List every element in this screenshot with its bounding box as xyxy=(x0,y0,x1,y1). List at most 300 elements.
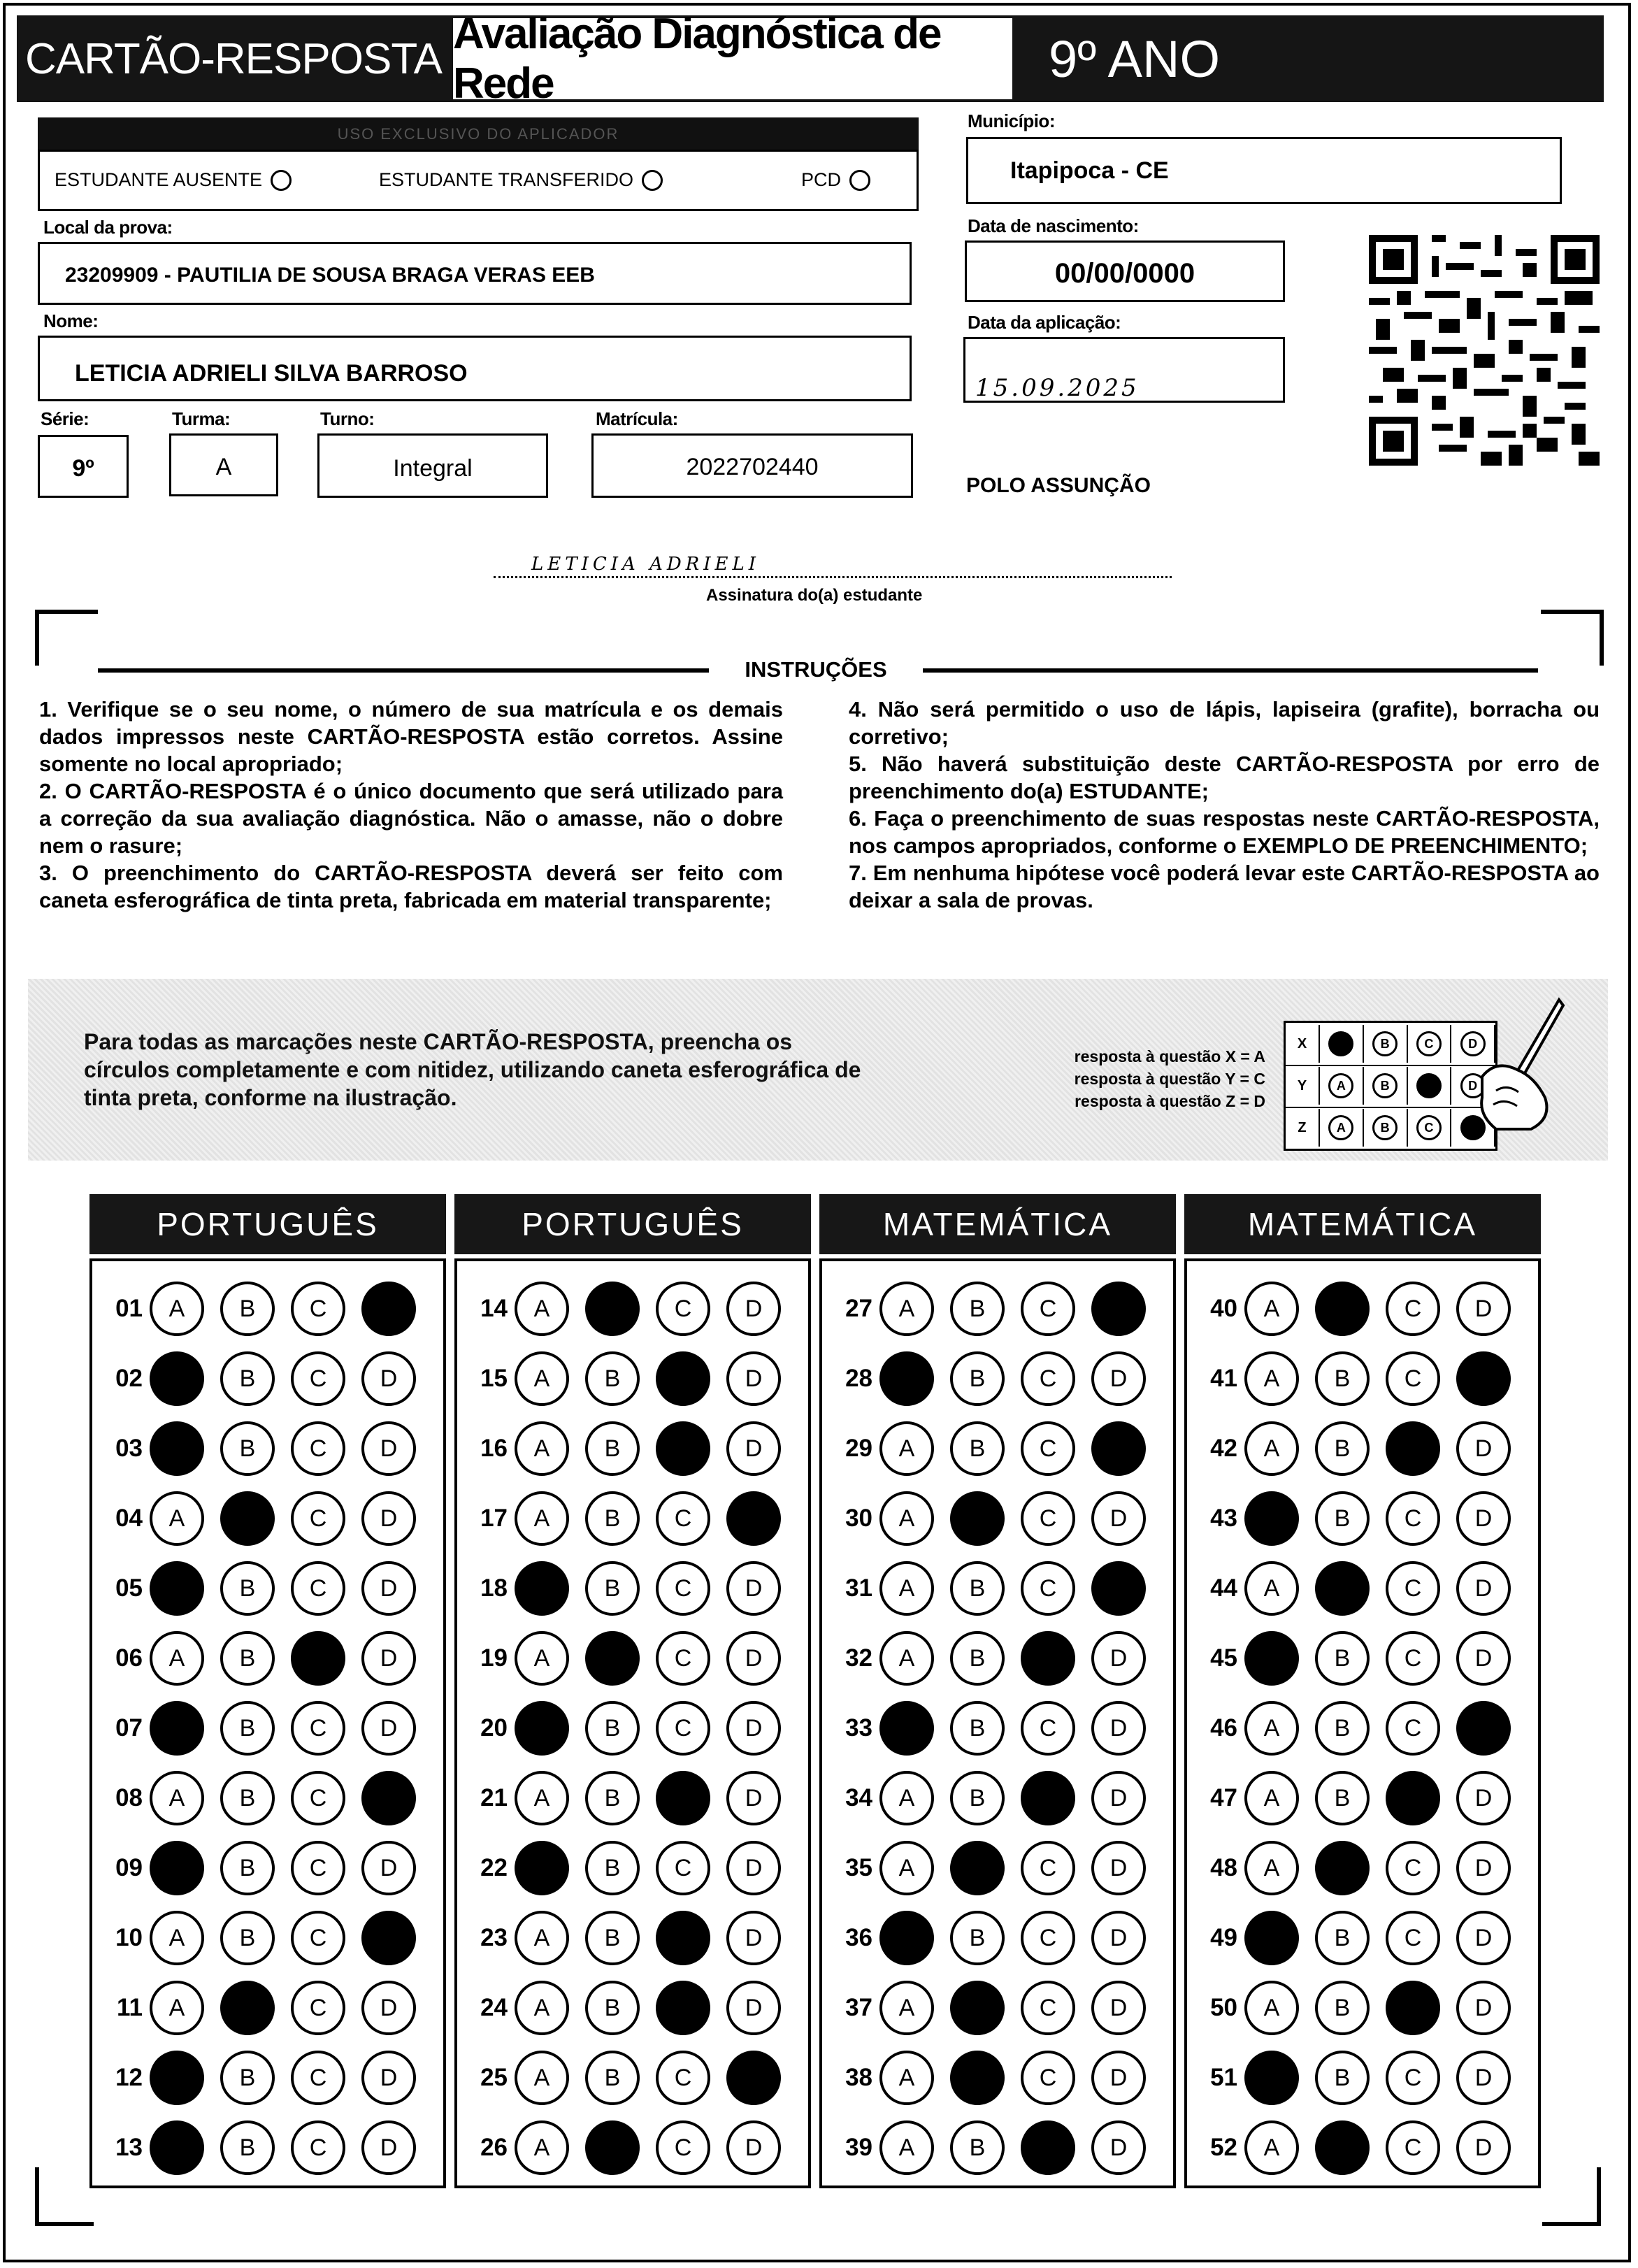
answer-bubble-d[interactable] xyxy=(1091,1421,1146,1476)
answer-bubble-c[interactable] xyxy=(1021,2120,1075,2175)
answer-bubble-d[interactable] xyxy=(361,1282,416,1336)
answer-bubble-c[interactable]: C xyxy=(656,1631,710,1686)
aplicacao-box[interactable] xyxy=(963,337,1285,403)
answer-bubble-a[interactable] xyxy=(879,1351,934,1406)
answer-bubble-c[interactable] xyxy=(1021,1771,1075,1825)
aplicacao-label: Data da aplicação: xyxy=(968,312,1121,333)
absent-option[interactable] xyxy=(55,169,292,191)
question-row xyxy=(92,2048,432,2107)
answer-bubble-b[interactable]: B xyxy=(220,1561,275,1616)
question-number: 37 xyxy=(845,1994,872,2021)
qr-code xyxy=(1369,235,1600,466)
example-bubble xyxy=(1328,1031,1353,1056)
answer-bubble-d[interactable]: D xyxy=(361,1421,416,1476)
answer-bubble-d[interactable]: D xyxy=(361,1841,416,1895)
answer-bubble-a[interactable]: A xyxy=(150,1981,204,2035)
answer-bubble-d[interactable]: D xyxy=(1456,1981,1511,2035)
answer-bubble-d[interactable]: D xyxy=(726,1631,781,1686)
answer-bubble-a[interactable]: A xyxy=(515,1351,569,1406)
question-row xyxy=(92,1769,432,1828)
answer-bubble-c[interactable]: C xyxy=(1021,1421,1075,1476)
answer-bubble-d[interactable]: D xyxy=(1456,1911,1511,1965)
answer-bubble-b[interactable]: B xyxy=(585,1841,640,1895)
answer-bubble-a[interactable]: A xyxy=(879,2120,934,2175)
instruction-6: 6. Faça o preenchimento de suas respostas neste CARTÃO-RESPOSTA, nos campos apropriados, conforme o EXEMPLO DE PREENCHIMENTO; xyxy=(849,806,1600,858)
answer-bubble-c[interactable] xyxy=(656,1351,710,1406)
answer-bubble-a[interactable]: A xyxy=(150,1282,204,1336)
answer-bubble-c[interactable]: C xyxy=(1386,1351,1440,1406)
question-row xyxy=(92,1489,432,1548)
answer-bubble-c[interactable]: C xyxy=(291,1561,345,1616)
answer-bubble-b[interactable]: B xyxy=(585,1981,640,2035)
answer-bubble-c[interactable]: C xyxy=(291,1841,345,1895)
nome-label: Nome: xyxy=(43,310,99,331)
answer-bubble-b[interactable]: B xyxy=(1315,1701,1370,1756)
answer-bubble-b[interactable]: B xyxy=(585,1351,640,1406)
answer-bubble-d[interactable]: D xyxy=(1091,1841,1146,1895)
answer-bubble-a[interactable] xyxy=(1244,1491,1299,1546)
answer-bubble-c[interactable]: C xyxy=(291,1701,345,1756)
answer-bubble-c[interactable]: C xyxy=(1021,2051,1075,2105)
question-number: 25 xyxy=(480,2064,508,2091)
question-number: 45 xyxy=(1210,1644,1237,1672)
answer-bubble-b[interactable] xyxy=(950,1981,1005,2035)
answer-bubble-a[interactable]: A xyxy=(879,1491,934,1546)
answer-bubble-a[interactable] xyxy=(150,2051,204,2105)
answer-bubble-a[interactable]: A xyxy=(1244,1701,1299,1756)
answer-bubble-d[interactable]: D xyxy=(726,1841,781,1895)
question-row xyxy=(822,1419,1162,1478)
answer-bubble-d[interactable]: D xyxy=(726,1282,781,1336)
answer-column xyxy=(819,1258,1176,2188)
answer-bubble-d[interactable]: D xyxy=(361,1351,416,1406)
local-label: Local da prova: xyxy=(43,217,173,238)
answer-bubble-c[interactable]: C xyxy=(1386,1701,1440,1756)
answer-bubble-b[interactable]: B xyxy=(1315,2051,1370,2105)
answer-bubble-d[interactable]: D xyxy=(1456,1282,1511,1336)
answer-bubble-b[interactable] xyxy=(220,1491,275,1546)
answer-bubble-a[interactable]: A xyxy=(879,1561,934,1616)
answer-bubble-a[interactable] xyxy=(879,1701,934,1756)
question-row xyxy=(457,1839,797,1897)
answer-bubble-b[interactable]: B xyxy=(220,1282,275,1336)
pcd-checkbox[interactable] xyxy=(849,170,870,191)
answer-column xyxy=(89,1258,446,2188)
answer-bubble-b[interactable]: B xyxy=(220,1911,275,1965)
answer-bubble-a[interactable]: A xyxy=(1244,1771,1299,1825)
answer-bubble-a[interactable]: A xyxy=(150,1491,204,1546)
question-number: 36 xyxy=(845,1924,872,1951)
answer-bubble-d[interactable]: D xyxy=(1091,1351,1146,1406)
serie-value: 9º xyxy=(72,455,94,482)
question-number: 10 xyxy=(115,1924,143,1951)
aplicacao-value: 15.09.2025 xyxy=(975,374,1140,402)
question-number: 04 xyxy=(115,1505,143,1532)
turma-box xyxy=(169,433,278,496)
answer-bubble-d[interactable]: D xyxy=(1091,2120,1146,2175)
question-number: 49 xyxy=(1210,1924,1237,1951)
answer-bubble-b[interactable]: B xyxy=(950,1282,1005,1336)
answer-bubble-b[interactable] xyxy=(1315,1841,1370,1895)
answer-bubble-a[interactable] xyxy=(150,2120,204,2175)
answer-bubble-c[interactable]: C xyxy=(291,1282,345,1336)
answer-bubble-b[interactable]: B xyxy=(950,1771,1005,1825)
question-row xyxy=(1187,1489,1527,1548)
answer-bubble-a[interactable] xyxy=(1244,2051,1299,2105)
answer-bubble-a[interactable] xyxy=(515,1701,569,1756)
answer-bubble-b[interactable] xyxy=(950,1491,1005,1546)
answer-bubble-d[interactable]: D xyxy=(726,1561,781,1616)
question-row xyxy=(822,1909,1162,1967)
answer-bubble-c[interactable]: C xyxy=(1021,1351,1075,1406)
answer-bubble-b[interactable]: B xyxy=(950,1701,1005,1756)
answer-bubble-b[interactable]: B xyxy=(220,2051,275,2105)
answer-bubble-b[interactable]: B xyxy=(1315,1631,1370,1686)
example-legend xyxy=(1007,1045,1265,1112)
answer-bubble-b[interactable]: B xyxy=(950,1421,1005,1476)
question-number: 34 xyxy=(845,1784,872,1811)
answer-bubble-a[interactable]: A xyxy=(1244,1981,1299,2035)
answer-bubble-d[interactable]: D xyxy=(361,2120,416,2175)
answer-bubble-d[interactable] xyxy=(726,1491,781,1546)
answer-bubble-d[interactable]: D xyxy=(1456,1631,1511,1686)
question-number: 03 xyxy=(115,1435,143,1462)
answer-bubble-b[interactable]: B xyxy=(220,1771,275,1825)
answer-bubble-c[interactable]: C xyxy=(1021,1841,1075,1895)
answer-bubble-a[interactable]: A xyxy=(515,1282,569,1336)
question-number: 46 xyxy=(1210,1714,1237,1742)
question-number: 24 xyxy=(480,1994,508,2021)
answer-bubble-b[interactable]: B xyxy=(585,2051,640,2105)
example-row-label: Y xyxy=(1286,1067,1320,1105)
answer-bubble-a[interactable] xyxy=(150,1351,204,1406)
question-number: 05 xyxy=(115,1574,143,1602)
answer-bubble-b[interactable]: B xyxy=(1315,1771,1370,1825)
answer-bubble-d[interactable]: D xyxy=(1091,1701,1146,1756)
example-row xyxy=(1286,1107,1495,1149)
answer-bubble-a[interactable]: A xyxy=(515,1631,569,1686)
transferred-checkbox[interactable] xyxy=(642,170,663,191)
question-row xyxy=(92,1909,432,1967)
answer-bubble-a[interactable]: A xyxy=(150,1771,204,1825)
answer-bubble-a[interactable]: A xyxy=(1244,1561,1299,1616)
column-title: MATEMÁTICA xyxy=(819,1194,1176,1254)
answer-bubble-c[interactable]: C xyxy=(1021,1282,1075,1336)
answer-bubble-b[interactable]: B xyxy=(950,1561,1005,1616)
answer-bubble-d[interactable]: D xyxy=(361,1701,416,1756)
question-row xyxy=(1187,2048,1527,2107)
question-row xyxy=(822,1979,1162,2037)
answer-bubble-d[interactable]: D xyxy=(726,1421,781,1476)
answer-bubble-d[interactable]: D xyxy=(361,1491,416,1546)
card-title: CARTÃO-RESPOSTA xyxy=(25,34,442,83)
question-number: 07 xyxy=(115,1714,143,1742)
answer-column xyxy=(1184,1258,1541,2188)
question-number: 44 xyxy=(1210,1574,1237,1602)
answer-bubble-b[interactable] xyxy=(585,1631,640,1686)
answer-bubble-b[interactable]: B xyxy=(1315,1351,1370,1406)
instructions-rule-left xyxy=(98,668,709,673)
answer-bubble-d[interactable]: D xyxy=(1456,1491,1511,1546)
answer-bubble-d[interactable]: D xyxy=(1456,1771,1511,1825)
question-row xyxy=(92,1979,432,2037)
instruction-7: 7. Em nenhuma hipótese você poderá levar este CARTÃO-RESPOSTA ao deixar a sala de provas. xyxy=(849,861,1600,912)
turma-value: A xyxy=(215,454,232,480)
answer-bubble-b[interactable]: B xyxy=(220,2120,275,2175)
answer-bubble-c[interactable]: C xyxy=(656,1841,710,1895)
instruction-1: 1. Verifique se o seu nome, o número de sua matrícula e os demais dados impressos neste CARTÃO-RESPOSTA estão corretos. Assine somente no local apropriado; xyxy=(39,697,783,776)
question-number: 50 xyxy=(1210,1994,1237,2021)
answer-bubble-c[interactable] xyxy=(1021,1631,1075,1686)
example-legend-x: resposta à questão X = A xyxy=(1074,1047,1265,1065)
answer-bubble-a[interactable]: A xyxy=(150,1631,204,1686)
answer-bubble-c[interactable]: C xyxy=(291,1491,345,1546)
answer-bubble-c[interactable]: C xyxy=(1386,1282,1440,1336)
answer-column xyxy=(454,1258,811,2188)
answer-bubble-a[interactable]: A xyxy=(515,2120,569,2175)
question-row xyxy=(92,1279,432,1338)
answer-bubble-b[interactable] xyxy=(220,1981,275,2035)
answer-bubble-a[interactable]: A xyxy=(879,1282,934,1336)
answer-bubble-c[interactable] xyxy=(291,1631,345,1686)
answer-bubble-a[interactable]: A xyxy=(1244,1282,1299,1336)
question-number: 29 xyxy=(845,1435,872,1462)
answer-bubble-a[interactable] xyxy=(1244,1631,1299,1686)
answer-bubble-c[interactable]: C xyxy=(1386,1491,1440,1546)
answer-bubble-b[interactable] xyxy=(950,1841,1005,1895)
answer-bubble-b[interactable] xyxy=(1315,1561,1370,1616)
answer-bubble-b[interactable] xyxy=(1315,2120,1370,2175)
question-row xyxy=(1187,1769,1527,1828)
answer-bubble-d[interactable] xyxy=(1456,1351,1511,1406)
answer-bubble-d[interactable]: D xyxy=(1091,1771,1146,1825)
answer-bubble-a[interactable] xyxy=(150,1421,204,1476)
answer-bubble-c[interactable] xyxy=(1386,1771,1440,1825)
answer-bubble-d[interactable] xyxy=(1456,1701,1511,1756)
answer-bubble-b[interactable]: B xyxy=(220,1421,275,1476)
answer-bubble-b[interactable] xyxy=(950,2051,1005,2105)
answer-bubble-b[interactable]: B xyxy=(220,1841,275,1895)
question-number: 30 xyxy=(845,1505,872,1532)
answer-bubble-b[interactable]: B xyxy=(585,1771,640,1825)
answer-bubble-b[interactable]: B xyxy=(950,1911,1005,1965)
transferred-label: ESTUDANTE TRANSFERIDO xyxy=(379,169,634,190)
answer-bubble-a[interactable]: A xyxy=(150,1911,204,1965)
example-bubble: B xyxy=(1372,1115,1398,1140)
answer-bubble-a[interactable]: A xyxy=(515,1421,569,1476)
answer-bubble-d[interactable] xyxy=(726,2051,781,2105)
answer-bubble-c[interactable]: C xyxy=(291,1911,345,1965)
answer-bubble-c[interactable]: C xyxy=(656,2120,710,2175)
question-row xyxy=(1187,1629,1527,1688)
answer-bubble-c[interactable]: C xyxy=(291,2051,345,2105)
example-row xyxy=(1286,1065,1495,1108)
answer-bubble-c[interactable]: C xyxy=(1386,1631,1440,1686)
answer-bubble-b[interactable]: B xyxy=(1315,1421,1370,1476)
example-text: Para todas as marcações neste CARTÃO-RESPOSTA, preencha os círculos completamente e com nitidez, utilizando caneta esferográfica de tinta preta, conforme na ilustração. xyxy=(84,1029,861,1110)
example-bubble: D xyxy=(1460,1031,1486,1056)
answer-bubble-d[interactable]: D xyxy=(1456,2120,1511,2175)
answer-bubble-c[interactable]: C xyxy=(656,1701,710,1756)
answer-bubble-b[interactable]: B xyxy=(585,1561,640,1616)
answer-bubble-c[interactable]: C xyxy=(1021,1491,1075,1546)
answer-bubble-c[interactable]: C xyxy=(1386,1911,1440,1965)
answer-bubble-a[interactable]: A xyxy=(879,1771,934,1825)
answer-bubble-b[interactable]: B xyxy=(220,1351,275,1406)
answer-bubble-c[interactable] xyxy=(1386,1981,1440,2035)
answer-bubble-c[interactable]: C xyxy=(656,1561,710,1616)
answer-bubble-c[interactable]: C xyxy=(291,1421,345,1476)
question-number: 06 xyxy=(115,1644,143,1672)
question-number: 28 xyxy=(845,1365,872,1392)
question-row xyxy=(822,1629,1162,1688)
answer-bubble-a[interactable]: A xyxy=(515,2051,569,2105)
answer-bubble-a[interactable] xyxy=(515,1841,569,1895)
question-number: 52 xyxy=(1210,2134,1237,2161)
answer-bubble-d[interactable]: D xyxy=(1091,1981,1146,2035)
answer-bubble-b[interactable]: B xyxy=(220,1701,275,1756)
answer-bubble-a[interactable]: A xyxy=(879,2051,934,2105)
answer-bubble-a[interactable]: A xyxy=(879,1631,934,1686)
answer-bubble-d[interactable]: D xyxy=(1456,1841,1511,1895)
answer-bubble-c[interactable] xyxy=(1386,1421,1440,1476)
answer-bubble-d[interactable]: D xyxy=(361,1981,416,2035)
corner-bottom-left xyxy=(35,2167,94,2226)
answer-bubble-d[interactable]: D xyxy=(1091,1911,1146,1965)
question-row xyxy=(822,1559,1162,1618)
answer-bubble-c[interactable] xyxy=(656,1771,710,1825)
answer-bubble-d[interactable]: D xyxy=(726,2120,781,2175)
answer-bubble-d[interactable] xyxy=(361,1771,416,1825)
answer-bubble-c[interactable]: C xyxy=(291,1981,345,2035)
answer-bubble-d[interactable]: D xyxy=(1091,1631,1146,1686)
answer-bubble-a[interactable]: A xyxy=(515,1771,569,1825)
signature-handwriting: LETICIA ADRIELI xyxy=(531,554,761,575)
answer-bubble-a[interactable]: A xyxy=(1244,1421,1299,1476)
answer-bubble-c[interactable]: C xyxy=(1021,1981,1075,2035)
transferred-option[interactable] xyxy=(379,169,663,191)
answer-bubble-a[interactable] xyxy=(1244,1911,1299,1965)
answer-bubble-d[interactable]: D xyxy=(361,1561,416,1616)
answer-bubble-b[interactable] xyxy=(585,1282,640,1336)
answer-bubble-a[interactable]: A xyxy=(1244,2120,1299,2175)
question-row xyxy=(457,1909,797,1967)
answer-bubble-c[interactable]: C xyxy=(291,1771,345,1825)
answer-bubble-a[interactable]: A xyxy=(879,1981,934,2035)
answer-bubble-c[interactable] xyxy=(656,1911,710,1965)
answer-bubble-a[interactable]: A xyxy=(515,1491,569,1546)
question-row xyxy=(457,1979,797,2037)
signature-line[interactable] xyxy=(494,576,1172,578)
answer-bubble-b[interactable]: B xyxy=(950,1351,1005,1406)
answer-bubble-a[interactable]: A xyxy=(515,1911,569,1965)
answer-bubble-d[interactable]: D xyxy=(726,1981,781,2035)
answer-bubble-b[interactable] xyxy=(585,2120,640,2175)
question-number: 51 xyxy=(1210,2064,1237,2091)
example-bubble: A xyxy=(1328,1073,1353,1098)
answer-bubble-c[interactable]: C xyxy=(1386,1841,1440,1895)
answer-bubble-c[interactable]: C xyxy=(1386,2120,1440,2175)
answer-bubble-b[interactable] xyxy=(1315,1282,1370,1336)
pcd-label: PCD xyxy=(801,169,842,190)
nome-value: LETICIA ADRIELI SILVA BARROSO xyxy=(75,360,468,387)
answer-bubble-c[interactable]: C xyxy=(291,1351,345,1406)
example-bubble: B xyxy=(1372,1031,1398,1056)
answer-bubble-b[interactable]: B xyxy=(950,1631,1005,1686)
answer-bubble-a[interactable]: A xyxy=(879,1841,934,1895)
answer-bubble-b[interactable]: B xyxy=(585,1911,640,1965)
column-title: PORTUGUÊS xyxy=(454,1194,811,1254)
answer-bubble-d[interactable]: D xyxy=(1456,2051,1511,2105)
answer-bubble-c[interactable]: C xyxy=(1386,1561,1440,1616)
answer-bubble-d[interactable]: D xyxy=(726,1771,781,1825)
answer-bubble-b[interactable]: B xyxy=(1315,1491,1370,1546)
answer-bubble-a[interactable]: A xyxy=(515,1981,569,2035)
answer-bubble-a[interactable] xyxy=(150,1701,204,1756)
answer-bubble-d[interactable] xyxy=(1091,1561,1146,1616)
answer-bubble-c[interactable]: C xyxy=(656,2051,710,2105)
answer-bubble-b[interactable]: B xyxy=(585,1491,640,1546)
answer-bubble-d[interactable]: D xyxy=(361,1631,416,1686)
answer-bubble-c[interactable]: C xyxy=(291,2120,345,2175)
answer-bubble-d[interactable]: D xyxy=(726,1351,781,1406)
answer-bubble-a[interactable] xyxy=(150,1561,204,1616)
answer-bubble-c[interactable] xyxy=(656,1421,710,1476)
answer-bubble-b[interactable]: B xyxy=(1315,1911,1370,1965)
answer-bubble-c[interactable]: C xyxy=(656,1491,710,1546)
answer-bubble-a[interactable] xyxy=(150,1841,204,1895)
answer-bubble-d[interactable]: D xyxy=(1091,2051,1146,2105)
example-bubble: C xyxy=(1416,1031,1442,1056)
answer-bubble-d[interactable]: D xyxy=(1456,1561,1511,1616)
question-row xyxy=(457,1769,797,1828)
answer-bubble-b[interactable]: B xyxy=(585,1701,640,1756)
answer-bubble-b[interactable]: B xyxy=(220,1631,275,1686)
answer-bubble-a[interactable]: A xyxy=(879,1421,934,1476)
answer-bubble-c[interactable]: C xyxy=(1386,2051,1440,2105)
answer-bubble-b[interactable]: B xyxy=(1315,1981,1370,2035)
question-row xyxy=(457,1279,797,1338)
answer-bubble-d[interactable]: D xyxy=(1091,1491,1146,1546)
answer-bubble-c[interactable] xyxy=(656,1981,710,2035)
absent-checkbox[interactable] xyxy=(271,170,292,191)
answer-bubble-a[interactable]: A xyxy=(1244,1351,1299,1406)
answer-bubble-d[interactable]: D xyxy=(1456,1421,1511,1476)
answer-bubble-c[interactable]: C xyxy=(1021,1911,1075,1965)
answer-bubble-b[interactable]: B xyxy=(950,2120,1005,2175)
question-row xyxy=(92,1419,432,1478)
question-row xyxy=(1187,1979,1527,2037)
question-number: 19 xyxy=(480,1644,508,1672)
question-number: 31 xyxy=(845,1574,872,1602)
pcd-option[interactable] xyxy=(801,169,870,191)
answer-bubble-a[interactable]: A xyxy=(1244,1841,1299,1895)
answer-bubble-c[interactable]: C xyxy=(1021,1561,1075,1616)
answer-bubble-d[interactable]: D xyxy=(726,1701,781,1756)
answer-bubble-a[interactable] xyxy=(515,1561,569,1616)
answer-bubble-d[interactable] xyxy=(361,1911,416,1965)
answer-bubble-b[interactable]: B xyxy=(585,1421,640,1476)
answer-bubble-c[interactable]: C xyxy=(1021,1701,1075,1756)
answer-bubble-d[interactable]: D xyxy=(361,2051,416,2105)
answer-bubble-d[interactable] xyxy=(1091,1282,1146,1336)
answer-bubble-d[interactable]: D xyxy=(726,1911,781,1965)
serie-box xyxy=(38,435,129,498)
instruction-3: 3. O preenchimento do CARTÃO-RESPOSTA deverá ser feito com caneta esferográfica de tinta preta, fabricada em material transparente; xyxy=(39,861,783,912)
question-number: 32 xyxy=(845,1644,872,1672)
answer-bubble-a[interactable] xyxy=(879,1911,934,1965)
answer-bubble-c[interactable]: C xyxy=(656,1282,710,1336)
